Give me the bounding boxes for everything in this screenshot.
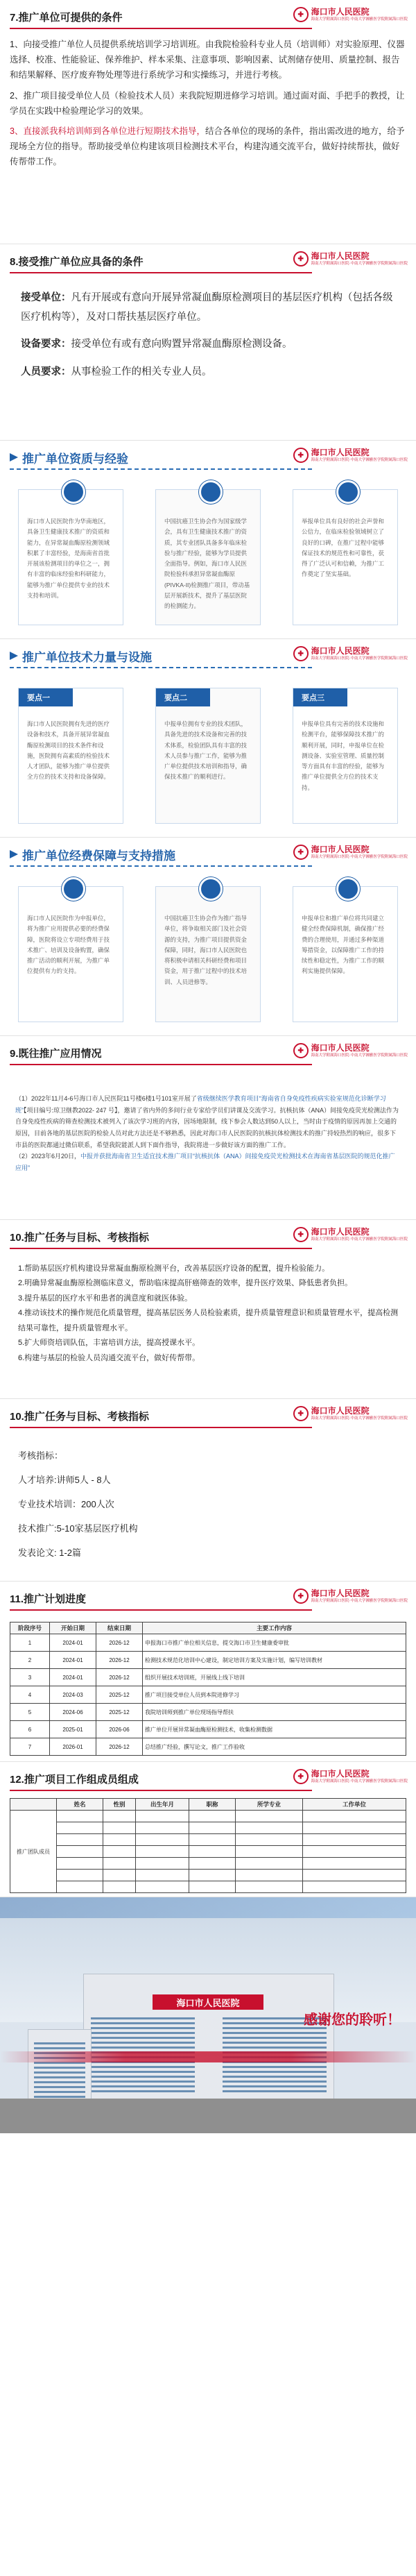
slide-header (0, 1036, 416, 1068)
table-cell (57, 1870, 103, 1881)
assessment-item: 技术推广:5-10家基层医疗机构 (18, 1523, 138, 1534)
table-row (10, 1634, 406, 1652)
logo-name: 海口市人民医院 (311, 7, 370, 17)
header-divider (10, 1609, 312, 1611)
table-cell: 2026-12 (96, 1634, 143, 1652)
logo-name: 海口市人民医院 (311, 845, 370, 855)
hospital-logo (293, 1769, 408, 1784)
table-cell: 2024-01 (50, 1634, 96, 1652)
table-cell (303, 1870, 406, 1881)
slide-header (0, 244, 416, 276)
table-cell (189, 1822, 236, 1834)
table-cell (303, 1834, 406, 1846)
table-cell: 2025-01 (50, 1721, 96, 1738)
assessment-item: 考核指标： (18, 1450, 64, 1461)
project-link: 中报并获批海南省卫生适宜技术推广项目“抗核抗体（ANA）间接免疫荧光检测技术在海南省基层医院的规范化推广应用” (15, 1153, 395, 1171)
table-cell: 2024-03 (50, 1686, 96, 1704)
table-cell (189, 1870, 236, 1881)
requirement-label: 设备要求： (21, 339, 71, 350)
table-row (10, 1822, 406, 1834)
section-title: 推广单位资质与经验 (22, 452, 128, 466)
condition-3-highlight: 3、直接派我科培训师到各单位进行短期技术指导， (10, 126, 205, 137)
logo-sub: 海南大学附属海口医院·中南大学湘雅医学院附属海口医院 (311, 1598, 408, 1603)
slide-goals (0, 1220, 416, 1399)
goal-item: 6.构建与基层的检验人员沟通交流平台，做好传帮带。 (18, 1353, 200, 1362)
card-text: 海口市人民医院作为华南地区，具备卫生健康技术推广的资质和能力，在异常凝血酶原检测领域积累了丰富经验，是海南省首批开展该检测项目的单位之一，拥有丰富的临床经验和科研能力，能够为推广单位提供专业的技术支持和培训。 (27, 518, 110, 600)
hospital-logo (293, 646, 408, 661)
table-row (10, 1686, 406, 1704)
column-header: 出生年月 (136, 1799, 189, 1811)
card-text: 海口市人民医院拥有先进的医疗设备和技术，具备开展异常凝血酶原检测项目的技术条件和设施，医院拥有高素质的检验技术人才团队，能够为推广单位提供全方位的技术支持和设备保障。 (27, 720, 110, 781)
point-card (18, 688, 123, 824)
logo-sub: 海南大学附属海口医院·中南大学湘雅医学院附属海口医院 (311, 1416, 408, 1421)
column-header: 工作单位 (303, 1799, 406, 1811)
slide-conditions (0, 0, 416, 244)
goal-item: 2.明确异常凝血酶原检测临床意义，帮助临床提高肝癌筛查的效率，提升医疗效果、降低患者负担。 (18, 1279, 353, 1288)
table-cell (303, 1846, 406, 1858)
table-cell (136, 1881, 189, 1893)
hospital-logo (293, 1406, 408, 1421)
thanks-text: 感谢您的聆听！ (304, 2011, 401, 2028)
column-header: 姓名 (57, 1799, 103, 1811)
table-cell: 总结推广经验，撰写论文，推广工作验收 (143, 1738, 406, 1756)
slide-funding (0, 838, 416, 1036)
section-title: 推广单位技术力量与设施 (22, 651, 152, 664)
hospital-building (83, 1974, 334, 2100)
requirement-unit (21, 289, 402, 327)
table-cell (236, 1846, 303, 1858)
requirement-staff (21, 363, 402, 382)
header-divider (10, 1790, 312, 1791)
requirement-text: 凡有开展或有意向开展异常凝血酶原检测项目的基层医疗机构（包括各级医疗机构等），及对口帮扶基层医疗单位。 (21, 292, 393, 323)
table-cell: 推广单位开展异常凝血酶原检测技术，收集检测数据 (143, 1721, 406, 1738)
table-cell (236, 1870, 303, 1881)
logo-name: 海口市人民医院 (311, 251, 370, 262)
logo-sub: 海南大学附属海口医院·中南大学湘雅医学院附属海口医院 (311, 656, 408, 661)
table-cell (136, 1811, 189, 1822)
triangle-icon (10, 652, 18, 660)
assessment-item: 发表论文: 1-2篇 (18, 1548, 82, 1559)
table-cell (303, 1881, 406, 1893)
table-cell (57, 1834, 103, 1846)
seal-icon: ✚ (293, 1588, 309, 1604)
info-card (293, 886, 398, 1022)
table-row (10, 1738, 406, 1756)
project-link: 省级继续医学教育项目“海南省自身免疫性疾病实验室规范化诊断学习班” (15, 1095, 386, 1114)
table-cell (103, 1846, 136, 1858)
table-cell (103, 1858, 136, 1870)
seal-icon: ✚ (293, 251, 309, 266)
section-title: 9.既往推广应用情况 (10, 1048, 102, 1060)
window-grid (34, 2040, 85, 2098)
assessment-item: 专业技术培训：200人次 (18, 1499, 114, 1510)
hospital-sign: 海口市人民医院 (153, 1994, 263, 2010)
slide-header (0, 0, 416, 32)
table-cell: 6 (10, 1721, 50, 1738)
header-divider (10, 865, 312, 867)
hospital-logo (293, 1588, 408, 1604)
slide-schedule (0, 1582, 416, 1762)
assessment-item: 人才培养:讲师5人 - 8人 (18, 1475, 111, 1486)
slide-past-applications (0, 1036, 416, 1220)
seal-icon: ✚ (293, 1043, 309, 1058)
header-divider (10, 1248, 312, 1249)
past-application-1 (15, 1093, 401, 1151)
schedule-table (10, 1622, 406, 1756)
seal-icon: ✚ (293, 1227, 309, 1242)
point-card (155, 688, 261, 824)
table-header-row (10, 1799, 406, 1811)
requirement-equipment (21, 335, 402, 355)
table-cell: 2026-12 (96, 1669, 143, 1686)
logo-name: 海口市人民医院 (311, 1043, 370, 1053)
column-header (10, 1799, 57, 1811)
header-divider (10, 1064, 312, 1065)
table-cell (103, 1822, 136, 1834)
table-cell (236, 1834, 303, 1846)
table-cell: 2024-01 (50, 1652, 96, 1669)
table-cell (136, 1846, 189, 1858)
column-header: 结束日期 (96, 1622, 143, 1634)
text-span: （2）2023年6月20日， (15, 1153, 81, 1160)
table-cell (189, 1834, 236, 1846)
ribbon-decoration (0, 2051, 416, 2062)
section-title: 10.推广任务与目标、考核指标 (10, 1411, 149, 1423)
circle-icon (199, 877, 223, 901)
table-cell: 2026-06 (96, 1721, 143, 1738)
card-text: 申报单位具有完善的技术设施和检测平台，能够保障技术推广的顺利开展，同时，申报单位在检测设备、实验室管理、质量控制等方面具有丰富的经验，能够为推广单位提供全方位的技术支持。 (302, 720, 385, 791)
header-divider (10, 28, 312, 29)
slide-header (0, 1762, 416, 1794)
seal-icon: ✚ (293, 448, 309, 463)
table-row (10, 1834, 406, 1846)
table-row (10, 1846, 406, 1858)
column-header: 所学专业 (236, 1799, 303, 1811)
table-cell: 7 (10, 1738, 50, 1756)
seal-icon: ✚ (293, 1406, 309, 1421)
table-cell (136, 1834, 189, 1846)
table-cell (136, 1858, 189, 1870)
point-label: 要点三 (293, 688, 347, 706)
table-cell (57, 1811, 103, 1822)
table-cell (189, 1811, 236, 1822)
table-row (10, 1721, 406, 1738)
slide-assessment (0, 1399, 416, 1582)
header-divider (10, 272, 312, 273)
info-card (155, 489, 261, 625)
slide-header (0, 1220, 416, 1252)
table-cell (189, 1881, 236, 1893)
logo-name: 海口市人民医院 (311, 1406, 370, 1416)
requirement-text: 接受单位有或有意向购置异常凝血酶原检测设备。 (71, 339, 293, 350)
info-card (155, 886, 261, 1022)
seal-icon: ✚ (293, 7, 309, 22)
goal-item: 4.推动该技术的操作规范化质量管理，提高基层医务人员检验素质，提升质量管理意识和质量管理水平，提高检测结果可靠性，提升质量管理水平。 (18, 1309, 399, 1332)
table-cell (136, 1870, 189, 1881)
section-title: 10.推广任务与目标、考核指标 (10, 1232, 149, 1244)
table-cell (236, 1822, 303, 1834)
info-card (293, 489, 398, 625)
slide-header (0, 1399, 416, 1431)
table-cell (236, 1858, 303, 1870)
slide-header (0, 441, 416, 473)
condition-1: 1、向接受推广单位人员提供系统培训学习培训班。由我院检验科专业人员（培训师）对实验原理、仪器选择、校准、性能验证、保养维护、样本采集、注意事项、影响因素、试剂储存使用、质量控制、报告和结果解释、医疗废弃物处理等进行系统学习和实操练习，并进行考核。 (10, 40, 405, 80)
column-header: 性别 (103, 1799, 136, 1811)
table-cell (189, 1846, 236, 1858)
info-card (18, 489, 123, 625)
table-cell (136, 1822, 189, 1834)
table-cell (103, 1870, 136, 1881)
column-header: 主要工作内容 (143, 1622, 406, 1634)
slide-header (0, 639, 416, 671)
logo-sub: 海南大学附属海口医院·中南大学湘雅医学院附属海口医院 (311, 17, 408, 22)
goal-item: 5.扩大师资培训队伍，丰富培训方法，提高授课水平。 (18, 1339, 200, 1348)
table-cell (57, 1846, 103, 1858)
table-cell (103, 1834, 136, 1846)
section-title: 12.推广项目工作组成员组成 (10, 1774, 139, 1786)
requirement-label: 接受单位： (21, 292, 71, 303)
condition-3 (10, 124, 406, 170)
point-card (293, 688, 398, 824)
table-cell: 2025-12 (96, 1686, 143, 1704)
table-cell (103, 1881, 136, 1893)
ground (0, 2099, 416, 2133)
table-row (10, 1811, 406, 1822)
seal-icon: ✚ (293, 1769, 309, 1784)
table-cell: 2026-01 (50, 1738, 96, 1756)
slide-technical-strength (0, 639, 416, 838)
table-cell (303, 1811, 406, 1822)
table-cell: 2026-12 (96, 1738, 143, 1756)
info-card (18, 886, 123, 1022)
table-cell: 3 (10, 1669, 50, 1686)
hospital-logo (293, 1043, 408, 1058)
requirement-label: 人员要求： (21, 366, 71, 378)
text-span: （1）2022年11月4-6号海口市人民医院11号楼6楼1号101室开展了 (15, 1095, 197, 1102)
logo-name: 海口市人民医院 (311, 1588, 370, 1599)
slide-team (0, 1762, 416, 1897)
circle-icon (336, 480, 360, 504)
slide-requirements (0, 244, 416, 441)
logo-name: 海口市人民医院 (311, 646, 370, 656)
condition-2: 2、推广项目接受单位人员（检验技术人员）来我院短期进修学习培训。通过面对面、手把手的教授，让学员在实践中检验理论学习的效果。 (10, 90, 405, 116)
point-label: 要点二 (156, 688, 210, 706)
goal-item: 1.帮助基层医疗机构建设异常凝血酶原检测平台，改善基层医疗设备的配置，提升检验能力。 (18, 1264, 330, 1273)
table-row (10, 1704, 406, 1721)
logo-sub: 海南大学附属海口医院·中南大学湘雅医学院附属海口医院 (311, 1237, 408, 1242)
card-text: 举报单位具有良好的社会声誉和公信力，在临床检验领域树立了良好的口碑，在推广过程中能够保证技术的规范性和可靠性，获得了广泛认可和信赖，为推广工作奠定了坚实基础。 (302, 518, 385, 578)
logo-sub: 海南大学附属海口医院·中南大学湘雅医学院附属海口医院 (311, 261, 408, 266)
table-cell: 1 (10, 1634, 50, 1652)
hospital-logo (293, 1227, 408, 1242)
table-cell: 我院培训师到推广单位现场指导帮扶 (143, 1704, 406, 1721)
seal-icon: ✚ (293, 646, 309, 661)
card-text: 申报单位和推广单位将共同建立健全经费保障机制，确保推广经费的合理使用，并通过多种渠道筹措资金，以保障推广工作的持续性和稳定性，为推广工作的顺利实施提供保障。 (302, 915, 385, 975)
table-cell (303, 1822, 406, 1834)
triangle-icon (10, 850, 18, 858)
table-cell: 4 (10, 1686, 50, 1704)
table-cell: 2025-12 (96, 1704, 143, 1721)
past-application-2 (15, 1151, 401, 1173)
text-span: 【项目编号:琼卫继教2022- 247 号】，邀请了省内外的多间行业专家给学员们讲课及交流学习。抗核抗体（ANA）间接免疫荧光检测法作为自身免疫性疾病的筛查检测技术被列入了该次学习班的内容，因场地限制，线下参会人数达到50人以上，当时由于疫情的原因再加上交通的原因，目前各地的基层医院的检验人员对此方法还是不够熟悉，因此对海口市人民医院的抗核抗体检测技术的推广持较热烈的响应，很多下市县的医院都通过微信联系，希望我院能派人到下面作指导，我院将进一步做好该方面的推广工作。 (15, 1106, 399, 1149)
table-cell: 推广项目接受单位人员到本院进修学习 (143, 1686, 406, 1704)
slide-closing (0, 1897, 416, 2133)
header-divider (10, 468, 312, 470)
logo-sub: 海南大学附属海口医院·中南大学湘雅医学院附属海口医院 (311, 1779, 408, 1783)
logo-sub: 海南大学附属海口医院·中南大学湘雅医学院附属海口医院 (311, 854, 408, 859)
logo-sub: 海南大学附属海口医院·中南大学湘雅医学院附属海口医院 (311, 1053, 408, 1058)
section-title: 8.接受推广单位应具备的条件 (10, 256, 144, 268)
point-label: 要点一 (19, 688, 73, 706)
slide-header (0, 1582, 416, 1613)
table-cell (189, 1858, 236, 1870)
table-row (10, 1858, 406, 1870)
hospital-logo (293, 448, 408, 463)
table-cell (236, 1881, 303, 1893)
table-cell: 2024-01 (50, 1669, 96, 1686)
slide-qualifications (0, 441, 416, 639)
condition-3-rest: 结合各单位的现场的条件，指出需改进的地方，给予现场全方位的指导。帮助接受单位构建该项目检测技术平台，构建沟通交流平台，做好持续帮扶，做好传帮带工作。 (10, 126, 405, 167)
hospital-logo (293, 251, 408, 266)
section-title: 7.推广单位可提供的条件 (10, 12, 123, 24)
column-header: 开始日期 (50, 1622, 96, 1634)
hospital-logo (293, 845, 408, 860)
table-header-row (10, 1622, 406, 1634)
section-title: 11.推广计划进度 (10, 1593, 87, 1605)
table-cell (236, 1811, 303, 1822)
seal-icon: ✚ (293, 845, 309, 860)
card-text: 中报单位拥有专业的技术团队，具备先进的技术设备和完善的技术体系，检验团队具有丰富的技术人员参与推广工作，能够为推广单位提供技术培训和指导，确保技术推广的顺利进行。 (164, 720, 248, 781)
triangle-icon (10, 453, 18, 461)
table-cell: 检测技术规范化培训中心建设，制定培训方案及实施计划，编写培训教材 (143, 1652, 406, 1669)
table-row (10, 1881, 406, 1893)
header-divider (10, 1427, 312, 1428)
header-divider (10, 667, 312, 668)
table-cell: 5 (10, 1704, 50, 1721)
card-text: 海口市人民医院作为申报单位，将为推广应用提供必要的经费保障，医院将设立专项经费用于技术推广、培训及设备购置，确保推广活动的顺利开展，为推广单位提供有力的支持。 (27, 915, 110, 975)
hospital-logo (293, 7, 408, 22)
group-label: 推广团队成员 (10, 1811, 57, 1893)
table-cell: 组织开展技术培训班，开展线上线下培训 (143, 1669, 406, 1686)
table-cell (303, 1858, 406, 1870)
table-cell (57, 1858, 103, 1870)
wave-decoration (0, 1897, 416, 1918)
logo-name: 海口市人民医院 (311, 448, 370, 458)
table-cell (57, 1881, 103, 1893)
logo-name: 海口市人民医院 (311, 1227, 370, 1237)
table-cell (103, 1811, 136, 1822)
team-table (10, 1798, 406, 1893)
section-title: 推广单位经费保障与支持措施 (22, 849, 175, 863)
circle-icon (62, 480, 85, 504)
table-cell: 2 (10, 1652, 50, 1669)
table-row (10, 1669, 406, 1686)
table-row (10, 1652, 406, 1669)
requirement-text: 从事检验工作的相关专业人员。 (71, 366, 212, 378)
card-text: 中国抗癌卫生协会作为推广指导单位，将争取相关部门及社会资源的支持，为推广项目提供资金保障，同时，海口市人民医院也将积极申请相关科研经费和项目资金，用于推广过程中的技术培训、人员进修等。 (164, 915, 248, 985)
circle-icon (199, 480, 223, 504)
table-row (10, 1870, 406, 1881)
circle-icon (62, 877, 85, 901)
column-header: 阶段序号 (10, 1622, 50, 1634)
column-header: 职称 (189, 1799, 236, 1811)
logo-name: 海口市人民医院 (311, 1769, 370, 1779)
goal-item: 3.提升基层的医疗水平和患者的满意度和就医体验。 (18, 1294, 193, 1303)
card-text: 中国抗癌卫生协会作为国家级学会，具有卫生健康技术推广的资质，其专业团队具备多年临床检验与推广经验，能够为学员提供全面指导。例如，海口市人民医院检验科承担异常凝血酶原(PIVKA-II)检测推广项目，带动基层开展新技术，提升了基层医院的检测能力。 (164, 518, 250, 610)
slide-header (0, 838, 416, 870)
table-cell: 申报海口市推广单位相关信息，提交海口市卫生健康委审批 (143, 1634, 406, 1652)
table-cell: 2026-12 (96, 1652, 143, 1669)
side-building (28, 2029, 92, 2107)
table-cell: 2024-06 (50, 1704, 96, 1721)
table-cell (57, 1822, 103, 1834)
circle-icon (336, 877, 360, 901)
logo-sub: 海南大学附属海口医院·中南大学湘雅医学院附属海口医院 (311, 457, 408, 462)
